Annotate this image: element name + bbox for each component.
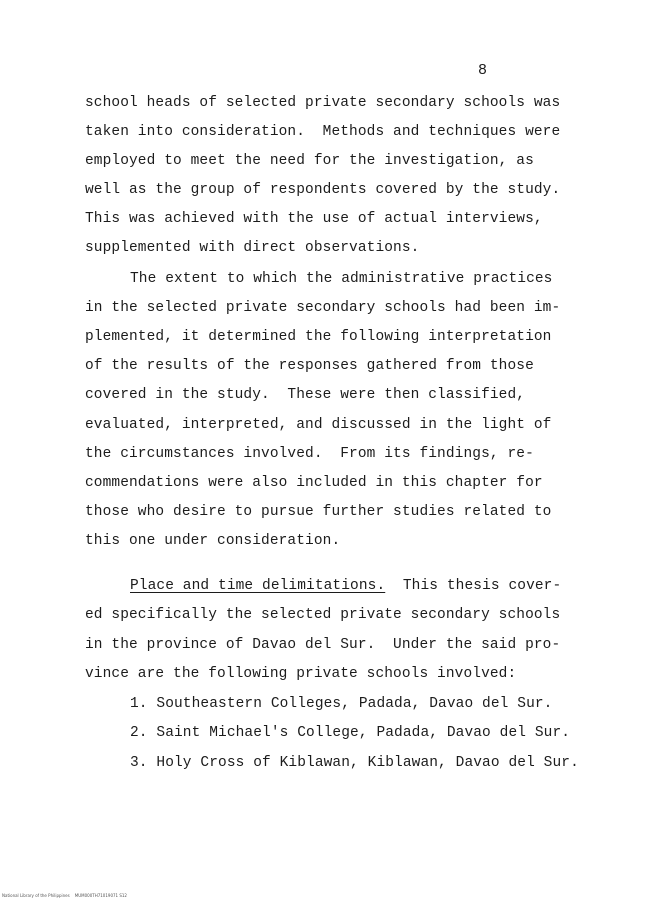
section-heading: Place and time delimitations.	[130, 578, 386, 594]
text-line: the circumstances involved. From its findings, re-	[85, 446, 534, 462]
text-line: This was achieved with the use of actual interviews,	[85, 211, 543, 227]
text-line: supplemented with direct observations.	[85, 240, 420, 256]
text-line: well as the group of respondents covered by the study.	[85, 182, 561, 198]
text-line	[130, 578, 561, 594]
text-line: evaluated, interpreted, and discussed in the light of	[85, 417, 552, 433]
list-item: 3. Holy Cross of Kiblawan, Kiblawan, Davao del Sur.	[130, 755, 579, 771]
text-line: plemented, it determined the following interpretation	[85, 329, 552, 345]
text-line: commendations were also included in this chapter for	[85, 475, 543, 491]
text-line: ed specifically the selected private secondary schools	[85, 607, 561, 623]
text-line: vince are the following private schools involved:	[85, 666, 517, 682]
text-line: those who desire to pursue further studies related to	[85, 504, 552, 520]
text-line: in the province of Davao del Sur. Under the said pro-	[85, 637, 561, 653]
page-number: 8	[478, 62, 488, 79]
text-line: school heads of selected private secondary schools was	[85, 95, 561, 111]
text-line: employed to meet the need for the investigation, as	[85, 153, 534, 169]
text-line: of the results of the responses gathered from those	[85, 358, 534, 374]
text-line: The extent to which the administrative practices	[130, 271, 553, 287]
text-fragment: This thesis cover-	[385, 578, 562, 594]
footer-archive-label: National Library of the Philippines MUM000TH71019071 S12	[2, 893, 127, 898]
text-line: taken into consideration. Methods and techniques were	[85, 124, 561, 140]
list-item: 2. Saint Michael's College, Padada, Davao del Sur.	[130, 725, 571, 741]
text-line: in the selected private secondary schools had been im-	[85, 300, 561, 316]
list-item: 1. Southeastern Colleges, Padada, Davao del Sur.	[130, 696, 553, 712]
text-line: covered in the study. These were then classified,	[85, 387, 526, 403]
text-line: this one under consideration.	[85, 533, 341, 549]
